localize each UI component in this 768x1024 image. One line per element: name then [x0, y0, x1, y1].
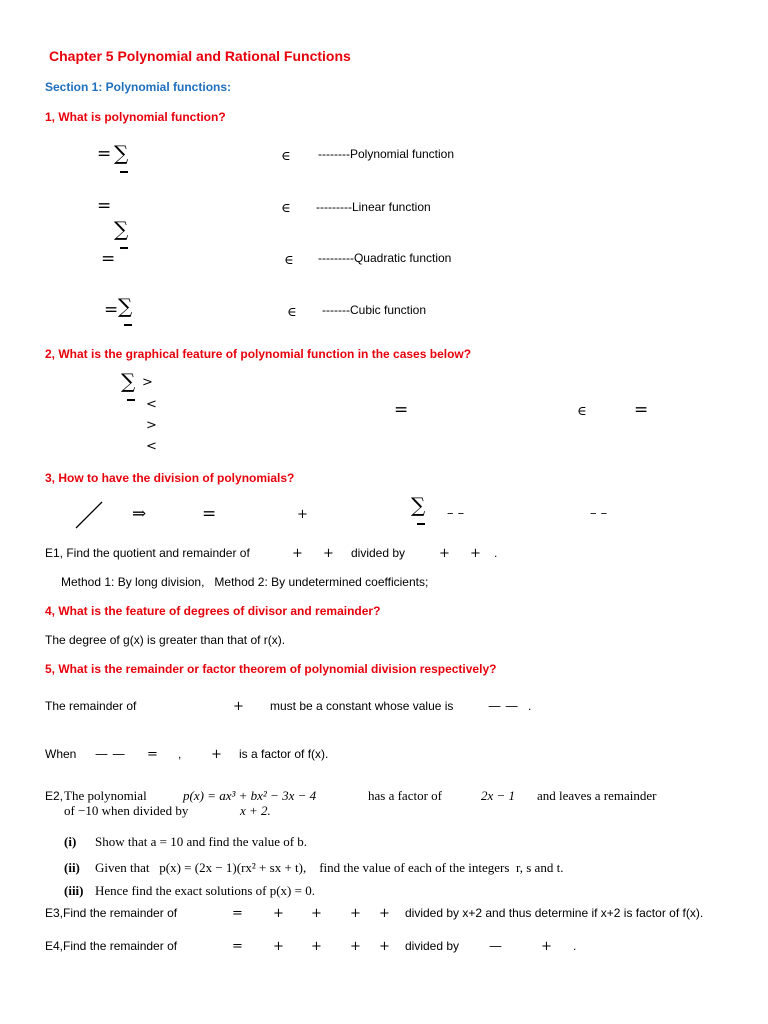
- example-2-text: The polynomial: [64, 788, 147, 803]
- element-of-symbol: ∈: [281, 149, 291, 164]
- part-number: (i): [64, 834, 77, 849]
- part-number: (iii): [64, 883, 84, 898]
- definition-label: ---------Quadratic function: [318, 251, 452, 265]
- sigma-symbol: ∑: [114, 141, 129, 165]
- plus-sign: +: [379, 939, 390, 954]
- part-text: Hence find the exact solutions of p(x) = 0.: [95, 883, 315, 898]
- period: .: [573, 939, 577, 953]
- section-heading: Section 1: Polynomial functions:: [45, 80, 232, 94]
- equals-sign: =: [634, 400, 649, 420]
- equals-sign: =: [232, 906, 243, 921]
- factor-theorem-text: When: [45, 747, 77, 761]
- example-2-text: has a factor of: [368, 788, 442, 803]
- example-2-label: E2,: [45, 789, 64, 803]
- equals-sign: =: [147, 747, 158, 762]
- example-3-text: E3,Find the remainder of: [45, 906, 178, 920]
- equals-sign: =: [202, 504, 217, 524]
- plus-sign: +: [292, 546, 303, 561]
- page-title: Chapter 5 Polynomial and Rational Functions: [49, 48, 351, 64]
- fraction-bar: — —: [95, 747, 126, 762]
- methods-text: Method 1: By long division, Method 2: By undetermined coefficients;: [61, 575, 429, 589]
- polynomial-expression: p(x) = ax³ + bx² − 3x − 4: [183, 788, 317, 803]
- element-of-symbol: ∈: [577, 404, 587, 419]
- minus-sign: —: [489, 939, 502, 954]
- plus-sign: +: [439, 546, 450, 561]
- equals-sign: =: [97, 196, 112, 216]
- factor-theorem-suffix: is a factor of f(x).: [239, 747, 329, 761]
- plus-sign: +: [297, 507, 308, 522]
- question-2: 2, What is the graphical feature of polynomial function in the cases below?: [45, 347, 472, 361]
- example-2-text: of −10 when divided by: [64, 803, 189, 818]
- divisor-expression: x + 2.: [240, 803, 271, 818]
- plus-sign: +: [311, 939, 322, 954]
- example-3-suffix: divided by x+2 and thus determine if x+2 is factor of f(x).: [405, 906, 704, 920]
- plus-sign: +: [541, 939, 552, 954]
- question-4: 4, What is the feature of degrees of divisor and remainder?: [45, 604, 381, 618]
- fraction-bar: – –: [447, 506, 465, 521]
- example-4-text: E4,Find the remainder of: [45, 939, 178, 953]
- part-text: Given that p(x) = (2x − 1)(rx² + sx + t), find the value of each of the integers r, s and t.: [95, 860, 564, 875]
- plus-sign: +: [311, 906, 322, 921]
- period: .: [494, 546, 498, 560]
- sigma-symbol: ∑: [121, 369, 136, 393]
- equals-sign: =: [104, 300, 119, 320]
- definition-label: -------Cubic function: [322, 303, 427, 317]
- plus-sign: +: [211, 747, 222, 762]
- element-of-symbol: ∈: [281, 201, 291, 216]
- case-symbol: >: [146, 418, 157, 433]
- implies-arrow: ⇒: [132, 504, 147, 524]
- sigma-symbol: ∑: [118, 294, 133, 318]
- comma: ,: [178, 747, 182, 761]
- equals-sign: =: [232, 939, 243, 954]
- plus-sign: +: [273, 906, 284, 921]
- question-5: 5, What is the remainder or factor theorem of polynomial division respectively?: [45, 662, 497, 676]
- case-symbol: >: [142, 375, 153, 390]
- element-of-symbol: ∈: [284, 253, 294, 268]
- example-1-text: E1, Find the quotient and remainder of: [45, 546, 250, 560]
- definition-label: --------Polynomial function: [318, 147, 455, 161]
- case-symbol: <: [146, 397, 157, 412]
- part-text: Show that a = 10 and find the value of b.: [95, 834, 308, 849]
- remainder-theorem-middle: must be a constant whose value is: [270, 699, 454, 713]
- divided-by-text: divided by: [405, 939, 460, 953]
- plus-sign: +: [233, 699, 244, 714]
- sigma-symbol: ∑: [114, 217, 129, 241]
- question-1: 1, What is polynomial function?: [45, 110, 226, 124]
- remainder-theorem-text: The remainder of: [45, 699, 137, 713]
- definition-label: ---------Linear function: [316, 200, 431, 214]
- equals-sign: =: [394, 400, 409, 420]
- sigma-symbol: ∑: [411, 493, 426, 517]
- element-of-symbol: ∈: [287, 305, 297, 320]
- plus-sign: +: [470, 546, 481, 561]
- division-slash-icon: [74, 500, 104, 530]
- period: .: [528, 699, 532, 713]
- plus-sign: +: [350, 939, 361, 954]
- question-3: 3, How to have the division of polynomials?: [45, 471, 295, 485]
- fraction-bar: — —: [488, 699, 519, 714]
- plus-sign: +: [379, 906, 390, 921]
- factor-expression: 2x − 1: [481, 788, 516, 803]
- plus-sign: +: [350, 906, 361, 921]
- part-number: (ii): [64, 860, 80, 875]
- plus-sign: +: [323, 546, 334, 561]
- question-4-answer: The degree of g(x) is greater than that of r(x).: [45, 633, 286, 647]
- equals-sign: =: [101, 249, 116, 269]
- case-symbol: <: [146, 439, 157, 454]
- fraction-bar: – –: [590, 506, 608, 521]
- equals-sign: =: [97, 144, 112, 164]
- example-2-text: and leaves a remainder: [537, 788, 657, 803]
- plus-sign: +: [273, 939, 284, 954]
- divided-by-text: divided by: [351, 546, 406, 560]
